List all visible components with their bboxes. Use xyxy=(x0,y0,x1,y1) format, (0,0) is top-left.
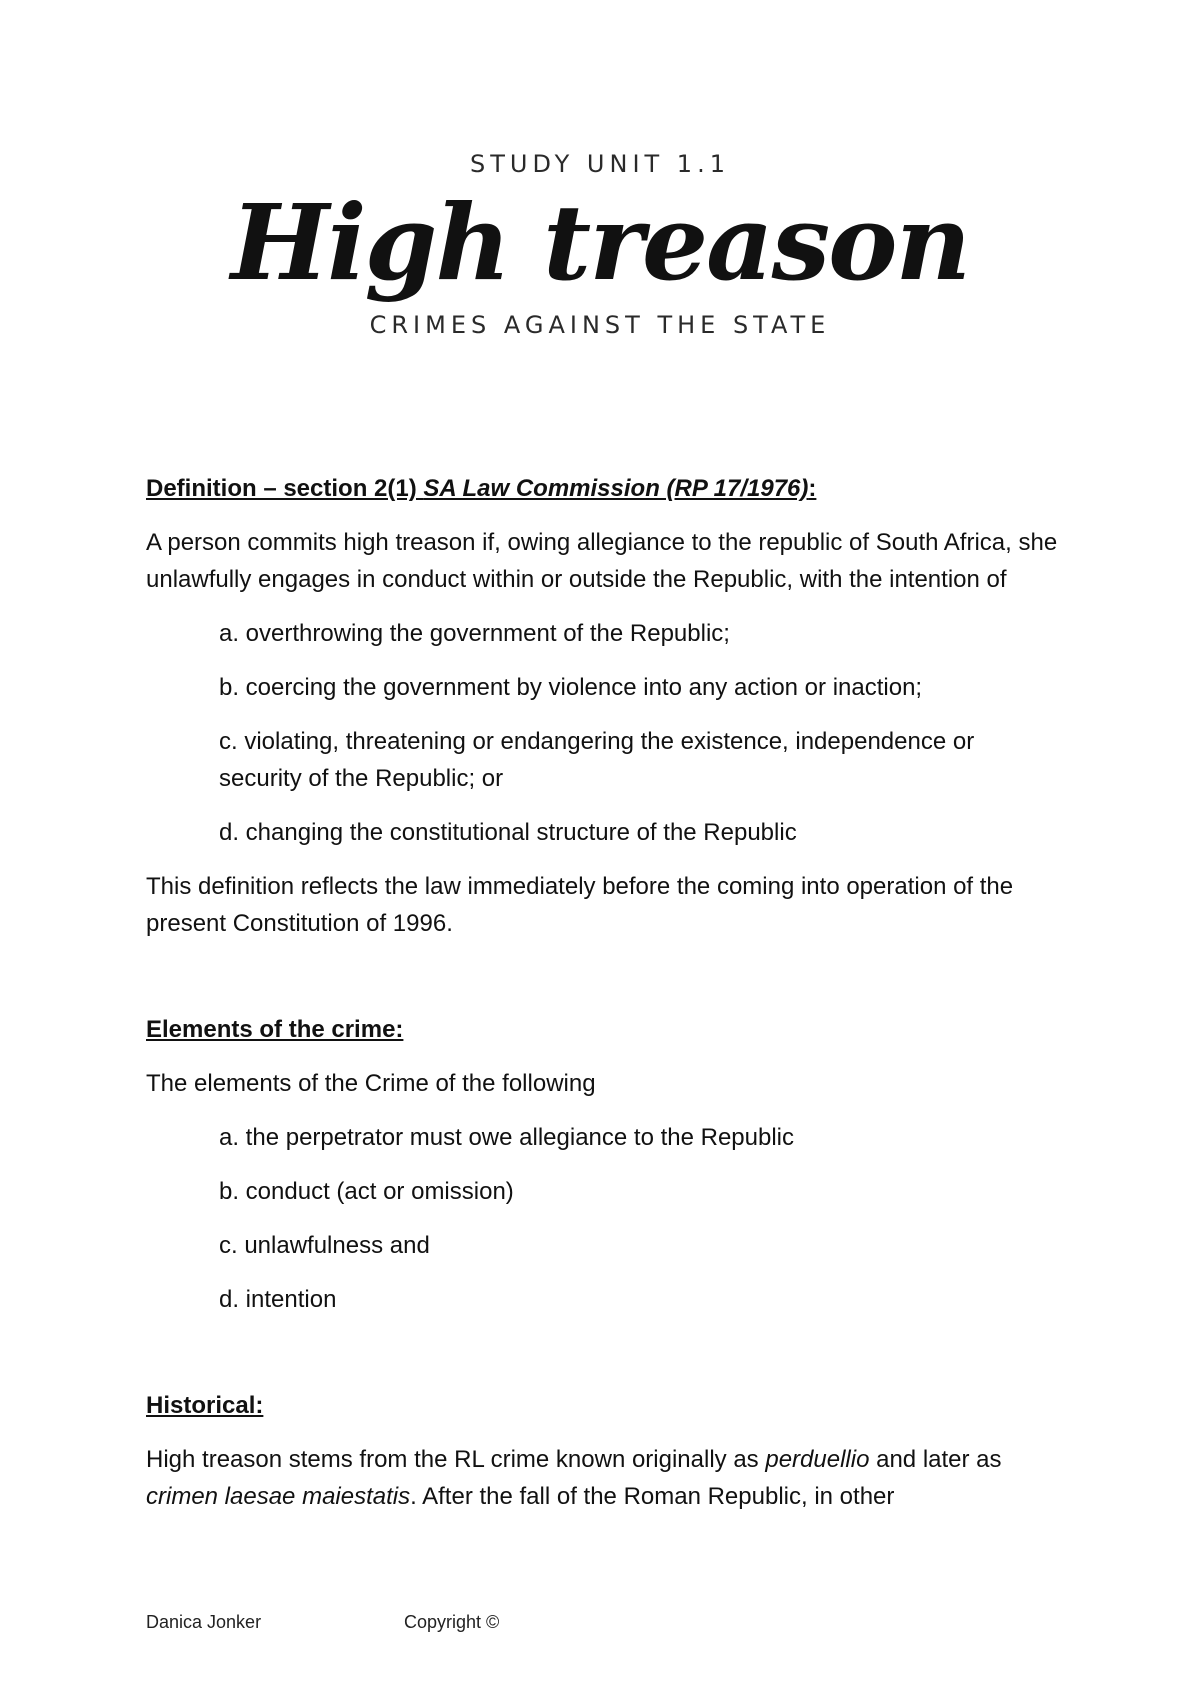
list-item: b. coercing the government by violence into any action or inaction; xyxy=(219,674,923,701)
section-spacer xyxy=(146,1335,1066,1387)
latin-term: crimen laesae maiestatis xyxy=(146,1483,411,1510)
definition-heading-suffix: : xyxy=(808,475,817,502)
list-item: c. violating, threatening or endangering the existence, independence or security of the Republic; or xyxy=(219,728,975,792)
page-title: High treason xyxy=(230,181,970,304)
definition-note: This definition reflects the law immediately before the coming into operation of the present Constitution of 1996. xyxy=(146,873,1014,937)
footer-copyright: Copyright © xyxy=(404,1612,500,1632)
list-item: b. conduct (act or omission) xyxy=(219,1178,514,1205)
historical-text: and later as xyxy=(869,1446,1002,1473)
historical-heading: Historical: xyxy=(146,1392,264,1419)
list-item: a. the perpetrator must owe allegiance to the Republic xyxy=(219,1124,795,1151)
document-body xyxy=(146,470,1066,1532)
definition-heading xyxy=(146,470,1066,507)
page-footer xyxy=(146,1612,500,1633)
list-item: d. intention xyxy=(219,1286,337,1313)
list-item: a. overthrowing the government of the Republic; xyxy=(219,620,730,647)
document-header xyxy=(0,150,1200,339)
list-item: d. changing the constitutional structure of the Republic xyxy=(219,819,797,846)
definition-heading-source: SA Law Commission (RP 17/1976) xyxy=(423,475,809,502)
footer-author: Danica Jonker xyxy=(146,1612,262,1632)
elements-heading: Elements of the crime: xyxy=(146,1016,404,1043)
historical-paragraph xyxy=(146,1441,1066,1515)
list-item: c. unlawfulness and xyxy=(219,1232,430,1259)
elements-intro: The elements of the Crime of the following xyxy=(146,1070,596,1097)
page-subtitle: CRIMES AGAINST THE STATE xyxy=(369,311,831,340)
historical-text: High treason stems from the RL crime known originally as xyxy=(146,1446,766,1473)
latin-term: perduellio xyxy=(765,1446,870,1473)
definition-list xyxy=(146,615,1066,851)
definition-intro: A person commits high treason if, owing allegiance to the republic of South Africa, she unlawfully engages in conduct within or outside the Republic, with the intention of xyxy=(146,529,1058,593)
study-unit-label: STUDY UNIT 1.1 xyxy=(470,150,730,178)
section-spacer xyxy=(146,959,1066,1011)
elements-list xyxy=(146,1119,1066,1318)
historical-text: . After the fall of the Roman Republic, in other xyxy=(410,1483,895,1510)
definition-heading-prefix: Definition – section 2(1) xyxy=(146,475,424,502)
